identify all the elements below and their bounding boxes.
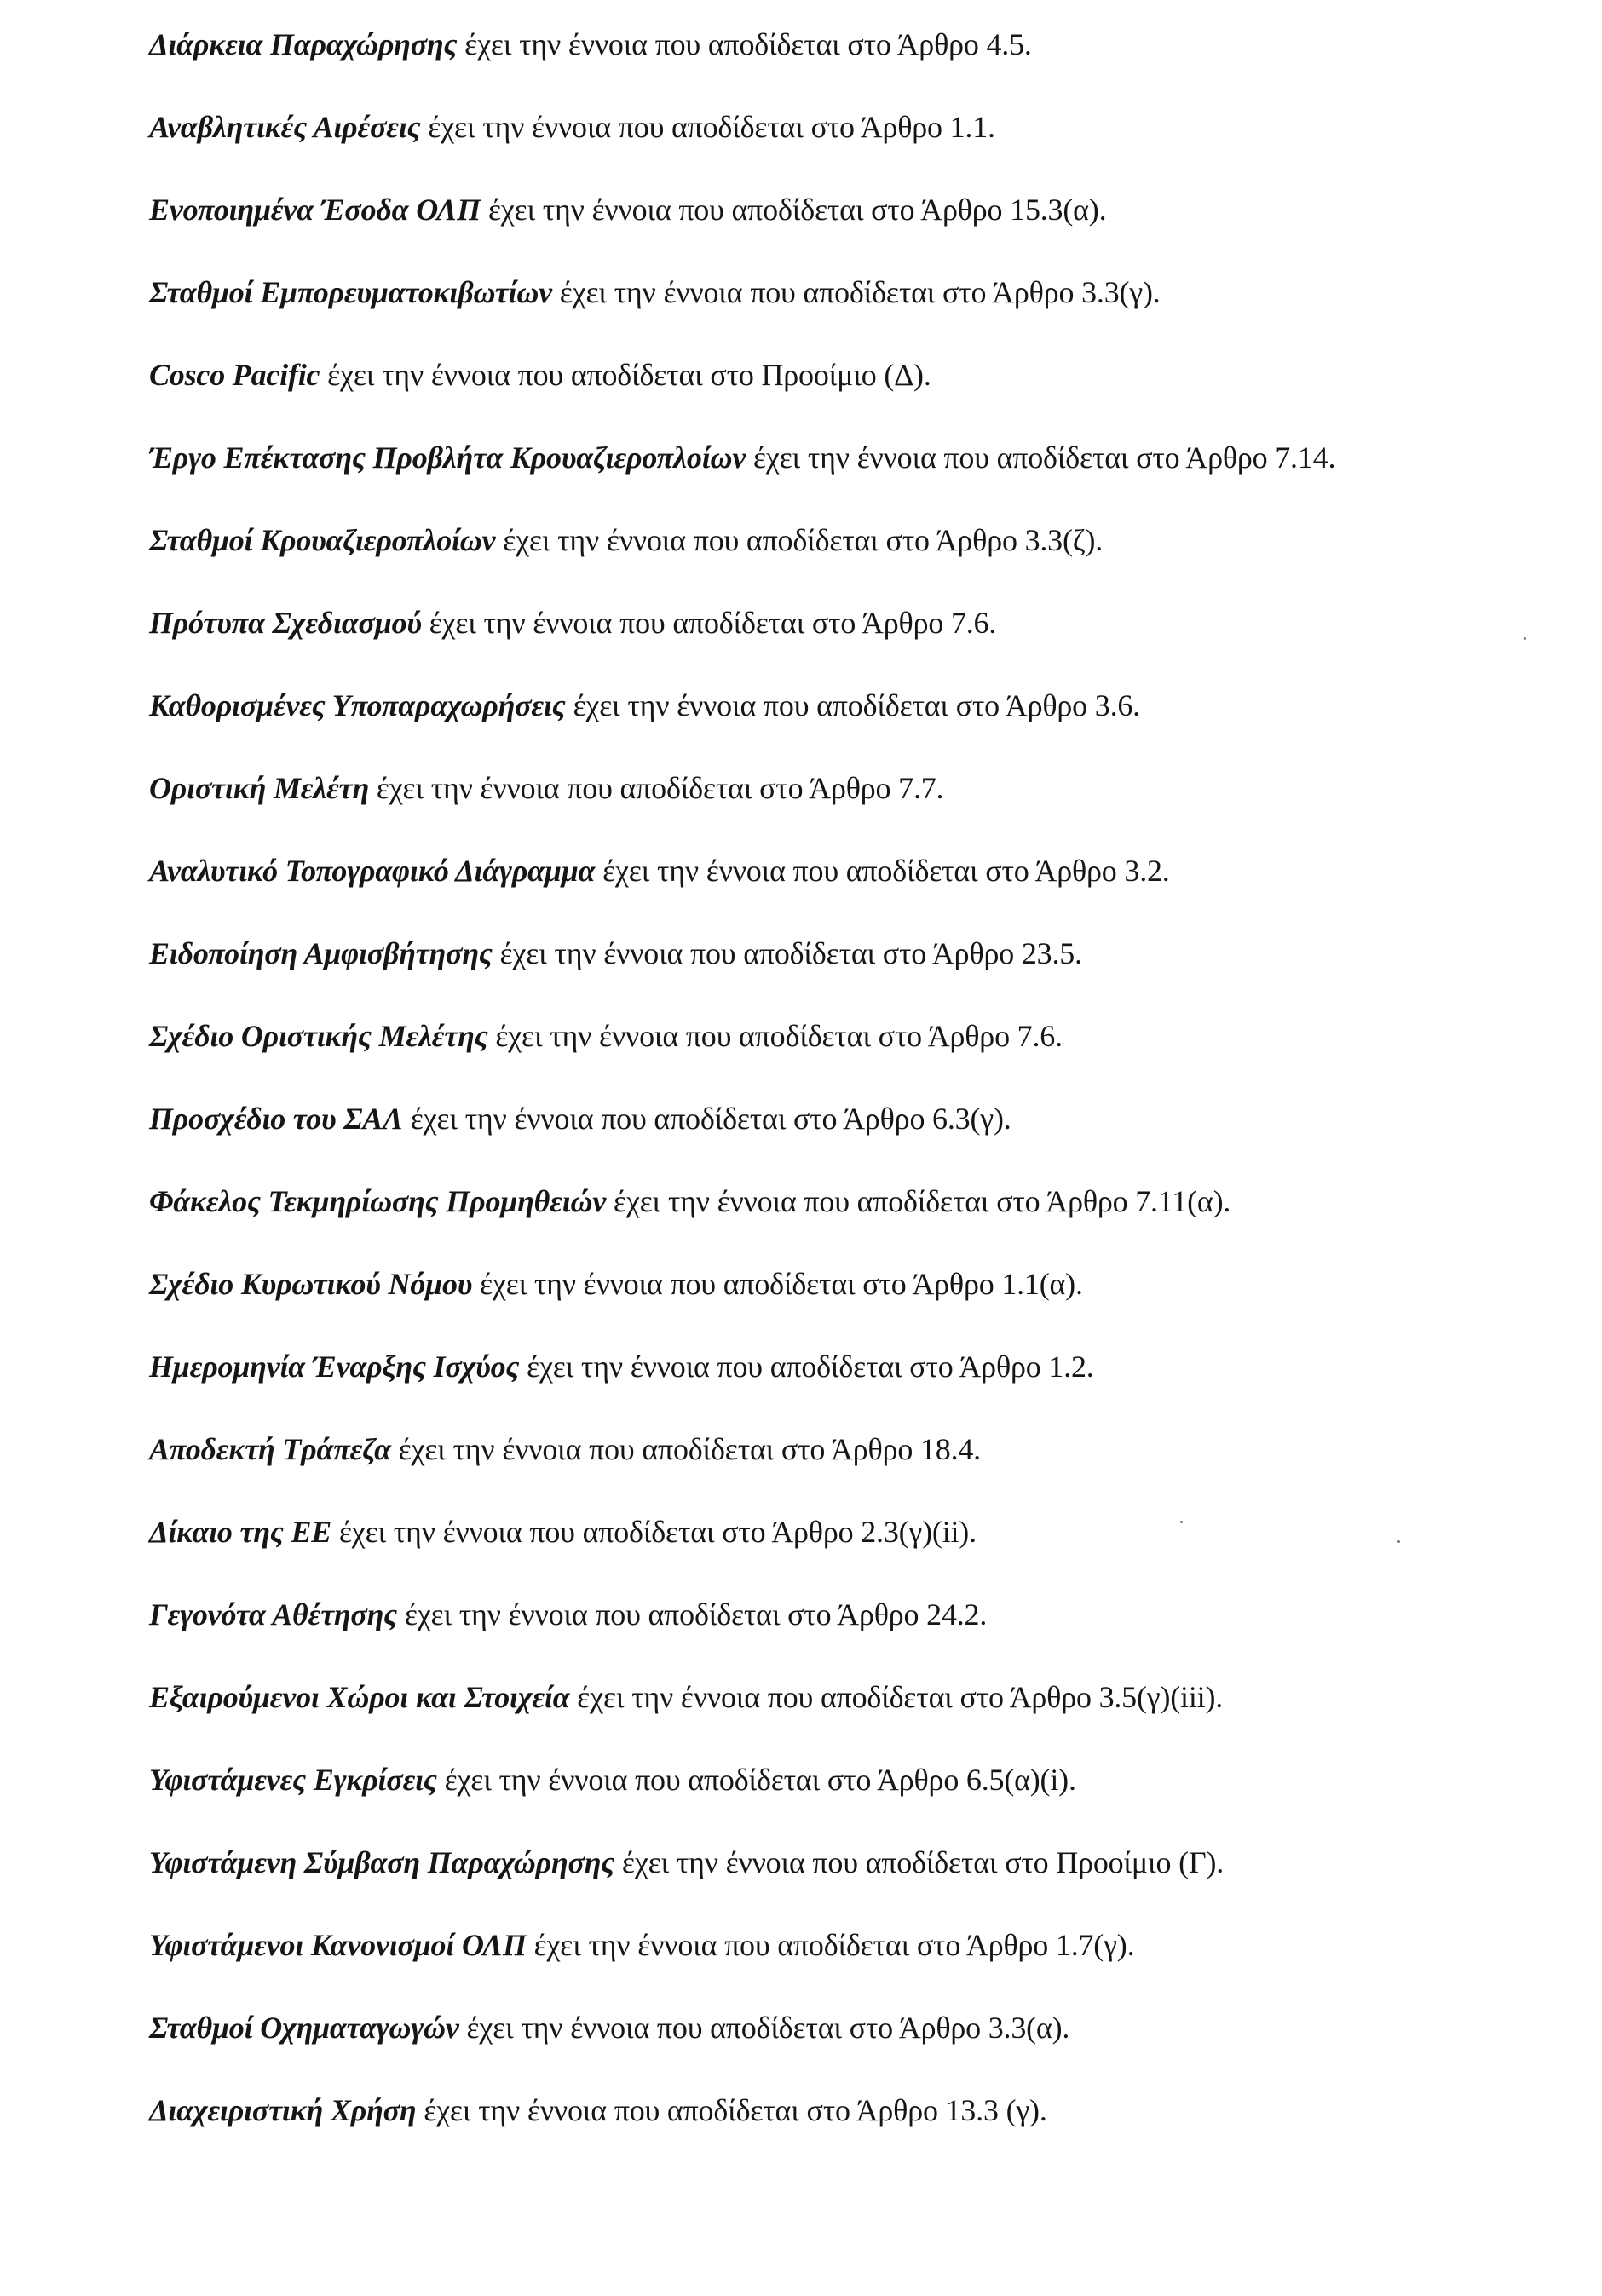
definition-entry [149, 189, 1513, 231]
definition-entry [149, 1511, 1513, 1553]
definition-entry [149, 437, 1513, 479]
definition-entry [149, 520, 1513, 561]
definition-text: έχει την έννοια που αποδίδεται στο Άρθρο 1.1. [420, 110, 995, 144]
definition-entry [149, 1263, 1513, 1305]
definition-term: Σταθμοί Εμπορευματοκιβωτίων [149, 275, 552, 309]
definition-term: Ειδοποίηση Αμφισβήτησης [149, 936, 493, 970]
definition-entry [149, 2090, 1513, 2132]
definition-term: Έργο Επέκτασης Προβλήτα Κρουαζιεροπλοίων [149, 440, 746, 475]
definition-text: έχει την έννοια που αποδίδεται στο Άρθρο 7.6. [421, 606, 997, 640]
definition-entry [149, 1181, 1513, 1223]
definition-entry [149, 1098, 1513, 1140]
definition-text: έχει την έννοια που αποδίδεται στο Άρθρο 7.6. [487, 1019, 1063, 1053]
definition-text: έχει την έννοια που αποδίδεται στο Άρθρο 3.2. [595, 854, 1170, 888]
definition-text: έχει την έννοια που αποδίδεται στο Άρθρο 18.4. [390, 1432, 981, 1466]
definition-entry [149, 1429, 1513, 1470]
definition-entry [149, 1759, 1513, 1801]
definition-term: Ημερομηνία Έναρξης Ισχύος [149, 1349, 520, 1384]
definition-text: έχει την έννοια που αποδίδεται στο Άρθρο 3.5(γ)(iii). [569, 1680, 1224, 1714]
definition-term: Σταθμοί Κρουαζιεροπλοίων [149, 523, 496, 557]
definition-entry [149, 272, 1513, 314]
definitions-list [149, 24, 1513, 2172]
definition-text: έχει την έννοια που αποδίδεται στο Άρθρο 2.3(γ)(ii). [331, 1515, 977, 1549]
definition-entry [149, 1346, 1513, 1388]
definition-term: Εξαιρούμενοι Χώροι και Στοιχεία [149, 1680, 570, 1714]
definition-entry [149, 1594, 1513, 1636]
definition-text: έχει την έννοια που αποδίδεται στο Άρθρο 3.6. [565, 688, 1140, 722]
definition-text: έχει την έννοια που αποδίδεται στο Άρθρο 6.5(α)(i). [436, 1763, 1076, 1797]
scan-speck [1180, 1521, 1183, 1523]
definition-text: έχει την έννοια που αποδίδεται στο Άρθρο 4.5. [457, 27, 1032, 61]
definition-text: έχει την έννοια που αποδίδεται στο Άρθρο 23.5. [492, 936, 1082, 970]
scan-speck [1397, 1540, 1400, 1543]
definition-term: Δίκαιο της ΕΕ [149, 1515, 332, 1549]
definition-entry [149, 106, 1513, 148]
definition-entry [149, 2007, 1513, 2049]
definition-entry [149, 354, 1513, 396]
definition-text: έχει την έννοια που αποδίδεται στο Άρθρο 3.3(α). [458, 2011, 1070, 2045]
definition-term: Γεγονότα Αθέτησης [149, 1597, 398, 1631]
definition-text: έχει την έννοια που αποδίδεται στο Άρθρο 3.3(ζ). [495, 523, 1104, 557]
definition-term: Αναλυτικό Τοπογραφικό Διάγραμμα [149, 854, 596, 888]
definition-text: έχει την έννοια που αποδίδεται στο Άρθρο 3.3(γ). [551, 275, 1161, 309]
definition-term: Υφιστάμενες Εγκρίσεις [149, 1763, 437, 1797]
definition-text: έχει την έννοια που αποδίδεται στο Προοίμιο (Γ). [614, 1845, 1225, 1879]
definition-term: Προσχέδιο του ΣΑΛ [149, 1102, 403, 1136]
definition-text: έχει την έννοια που αποδίδεται στο Άρθρο 1.1(α). [472, 1267, 1083, 1301]
definition-text: έχει την έννοια που αποδίδεται στο Άρθρο 7.11(α). [606, 1184, 1231, 1218]
definition-term: Πρότυπα Σχεδιασμού [149, 606, 422, 640]
definition-entry [149, 24, 1513, 66]
definition-term: Υφιστάμενοι Κανονισμοί ΟΛΠ [149, 1928, 527, 1962]
definition-text: έχει την έννοια που αποδίδεται στο Άρθρο 6.3(γ). [402, 1102, 1011, 1136]
definition-text: έχει την έννοια που αποδίδεται στο Προοίμιο (Δ). [320, 358, 931, 392]
definition-text: έχει την έννοια που αποδίδεται στο Άρθρο 7.7. [369, 771, 944, 805]
definition-text: έχει την έννοια που αποδίδεται στο Άρθρο 24.2. [397, 1597, 988, 1631]
definition-text: έχει την έννοια που αποδίδεται στο Άρθρο 15.3(α). [481, 193, 1107, 227]
definition-entry [149, 850, 1513, 892]
definition-term: Αναβλητικές Αιρέσεις [149, 110, 421, 144]
definition-entry [149, 1677, 1513, 1718]
definition-entry [149, 602, 1513, 644]
definition-term: Σχέδιο Οριστικής Μελέτης [149, 1019, 488, 1053]
definition-term: Υφιστάμενη Σύμβαση Παραχώρησης [149, 1845, 615, 1879]
definition-text: έχει την έννοια που αποδίδεται στο Άρθρο 1.2. [519, 1349, 1094, 1384]
definition-term: Καθορισμένες Υποπαραχωρήσεις [149, 688, 566, 722]
definition-term: Σχέδιο Κυρωτικού Νόμου [149, 1267, 473, 1301]
definition-term: Cosco Pacific [149, 358, 320, 392]
definition-term: Διαχειριστική Χρήση [149, 2093, 417, 2127]
definition-entry [149, 1016, 1513, 1057]
definition-entry [149, 685, 1513, 727]
definition-entry [149, 1925, 1513, 1966]
definition-term: Αποδεκτή Τράπεζα [149, 1432, 391, 1466]
definition-text: έχει την έννοια που αποδίδεται στο Άρθρο 1.7(γ). [526, 1928, 1135, 1962]
definition-entry [149, 768, 1513, 809]
definition-entry [149, 933, 1513, 975]
definition-term: Ενοποιημένα Έσοδα ΟΛΠ [149, 193, 481, 227]
definition-entry [149, 1842, 1513, 1884]
scan-speck [1524, 637, 1526, 640]
definition-term: Οριστική Μελέτη [149, 771, 370, 805]
definition-text: έχει την έννοια που αποδίδεται στο Άρθρο 7.14. [746, 440, 1336, 475]
definition-term: Σταθμοί Οχηματαγωγών [149, 2011, 459, 2045]
definition-term: Διάρκεια Παραχώρησης [149, 27, 458, 61]
definition-text: έχει την έννοια που αποδίδεται στο Άρθρο 13.3 (γ). [416, 2093, 1047, 2127]
definition-term: Φάκελος Τεκμηρίωσης Προμηθειών [149, 1184, 607, 1218]
